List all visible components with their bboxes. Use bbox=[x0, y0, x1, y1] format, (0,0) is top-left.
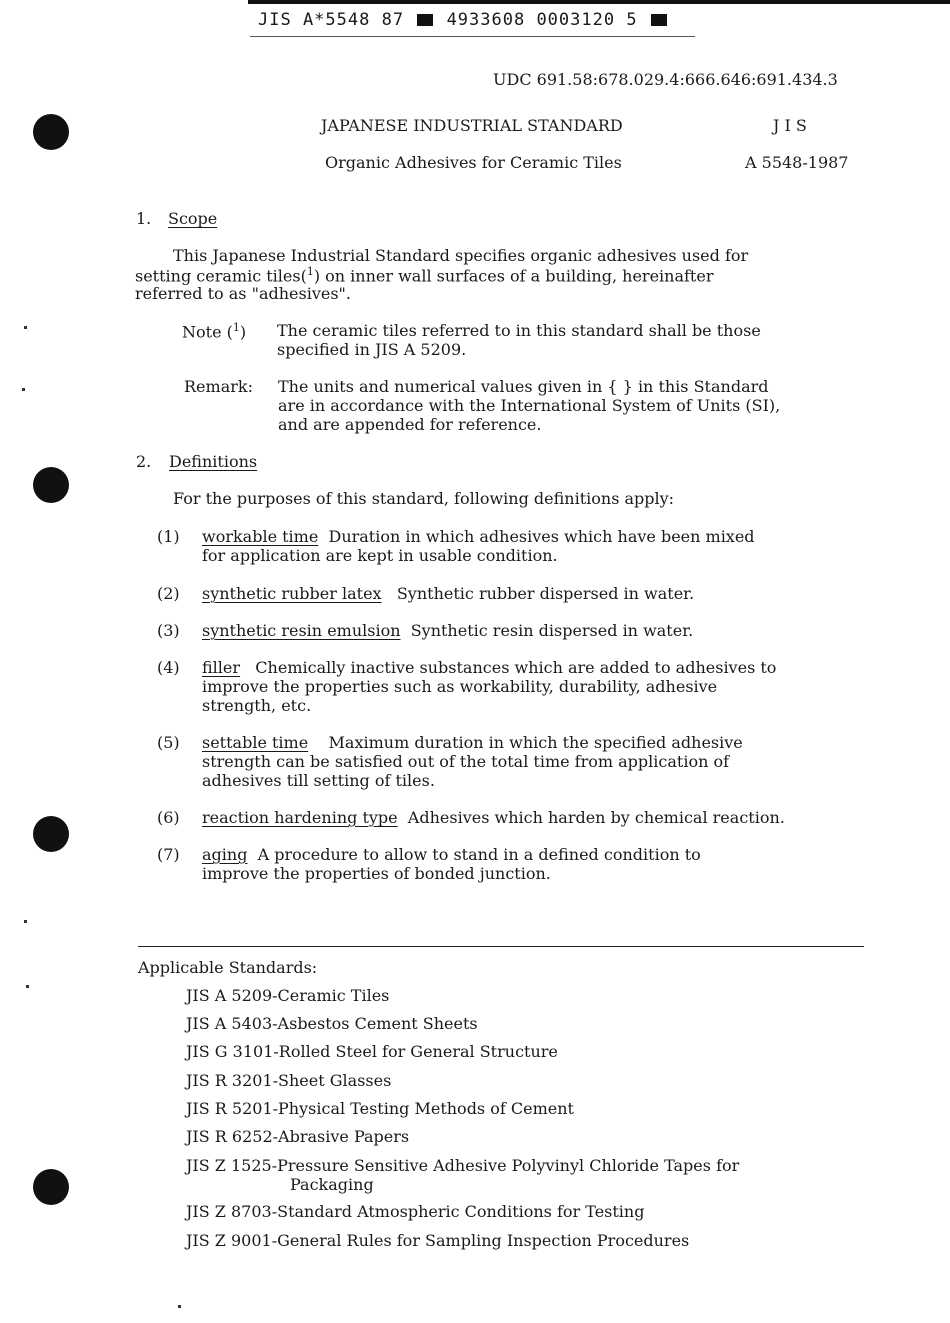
definition-line bbox=[202, 621, 693, 640]
applicable-heading: Applicable Standards: bbox=[138, 958, 318, 977]
remark-label: Remark: bbox=[184, 377, 253, 396]
remark-line: The units and numerical values given in { } in this Standard bbox=[278, 377, 769, 396]
applicable-item-continuation: Packaging bbox=[290, 1175, 374, 1194]
remark-line: are in accordance with the International System of Units (SI), bbox=[278, 396, 781, 415]
definition-term: workable time bbox=[202, 527, 319, 546]
definition-line bbox=[202, 584, 694, 603]
definition-line: for application are kept in usable condition. bbox=[202, 546, 558, 565]
scope-paragraph-line: This Japanese Industrial Standard specifies organic adhesives used for bbox=[173, 246, 749, 265]
definition-line: strength can be satisfied out of the total time from application of bbox=[202, 752, 730, 771]
scope-heading: Scope bbox=[168, 209, 218, 228]
note-line: specified in JIS A 5209. bbox=[277, 340, 467, 359]
block-mark bbox=[417, 14, 433, 26]
definition-line bbox=[202, 733, 743, 752]
applicable-item: JIS R 5201-Physical Testing Methods of Cement bbox=[186, 1099, 574, 1118]
catalog-code-b: 4933608 0003120 5 bbox=[446, 10, 638, 30]
note-sup: 1 bbox=[232, 321, 240, 334]
definition-number: (4) bbox=[157, 658, 180, 677]
applicable-item: JIS A 5403-Asbestos Cement Sheets bbox=[186, 1014, 478, 1033]
definition-line bbox=[202, 527, 755, 546]
definition-line bbox=[202, 808, 785, 827]
applicable-item: JIS R 3201-Sheet Glasses bbox=[186, 1071, 392, 1090]
definition-text: Adhesives which harden by chemical reaction. bbox=[407, 808, 785, 827]
definition-text: Maximum duration in which the specified adhesive bbox=[328, 733, 743, 752]
top-edge-bar bbox=[248, 0, 950, 4]
scope-text: setting ceramic tiles( bbox=[135, 266, 307, 286]
definition-line: improve the properties such as workability, durability, adhesive bbox=[202, 677, 718, 696]
note-label bbox=[182, 321, 246, 341]
definition-number: (7) bbox=[157, 845, 180, 864]
definition-number: (2) bbox=[157, 584, 180, 603]
scan-speck bbox=[22, 388, 25, 391]
header-underline bbox=[250, 36, 695, 37]
definition-term: reaction hardening type bbox=[202, 808, 398, 827]
definition-text: A procedure to allow to stand in a defined condition to bbox=[257, 845, 701, 864]
scope-text: ) on inner wall surfaces of a building, hereinafter bbox=[313, 266, 714, 286]
definition-text: Synthetic resin dispersed in water. bbox=[410, 621, 694, 640]
definition-term: synthetic resin emulsion bbox=[202, 621, 401, 640]
definition-line bbox=[202, 658, 776, 677]
punch-hole bbox=[33, 467, 69, 503]
definitions-number: 2. bbox=[136, 452, 152, 471]
catalog-code-line bbox=[258, 10, 669, 30]
scope-number: 1. bbox=[136, 209, 152, 228]
applicable-item: JIS R 6252-Abrasive Papers bbox=[186, 1127, 410, 1146]
scan-speck bbox=[26, 985, 29, 988]
definition-line bbox=[202, 845, 701, 864]
definition-term: aging bbox=[202, 845, 248, 864]
udc-code: UDC 691.58:678.029.4:666.646:691.434.3 bbox=[493, 70, 838, 89]
definitions-heading: Definitions bbox=[169, 452, 258, 471]
applicable-item: JIS G 3101-Rolled Steel for General Structure bbox=[186, 1042, 558, 1061]
definition-text: Synthetic rubber dispersed in water. bbox=[396, 584, 695, 603]
note-line: The ceramic tiles referred to in this standard shall be those bbox=[277, 321, 761, 340]
applicable-item: JIS A 5209-Ceramic Tiles bbox=[186, 986, 390, 1005]
scan-speck bbox=[178, 1305, 181, 1308]
definition-number: (5) bbox=[157, 733, 180, 752]
punch-hole bbox=[33, 1169, 69, 1205]
definition-term: synthetic rubber latex bbox=[202, 584, 382, 603]
footnote-rule bbox=[138, 946, 864, 947]
definition-text: Duration in which adhesives which have been mixed bbox=[328, 527, 755, 546]
punch-hole bbox=[33, 114, 69, 150]
applicable-item: JIS Z 9001-General Rules for Sampling Inspection Procedures bbox=[186, 1231, 690, 1250]
catalog-code-a: JIS A*5548 87 bbox=[258, 10, 405, 30]
note-text: ) bbox=[239, 322, 247, 342]
definitions-intro: For the purposes of this standard, following definitions apply: bbox=[173, 489, 675, 508]
punch-hole bbox=[33, 816, 69, 852]
block-mark bbox=[651, 14, 667, 26]
jis-label: J I S bbox=[773, 116, 807, 135]
applicable-item: JIS Z 8703-Standard Atmospheric Conditions for Testing bbox=[186, 1202, 645, 1221]
scope-paragraph-line: referred to as "adhesives". bbox=[135, 284, 351, 303]
footnote-ref: 1 bbox=[306, 265, 314, 278]
note-text: Note ( bbox=[182, 322, 233, 342]
scope-paragraph-line bbox=[135, 265, 713, 285]
remark-line: and are appended for reference. bbox=[278, 415, 542, 434]
applicable-item: JIS Z 1525-Pressure Sensitive Adhesive Polyvinyl Chloride Tapes for bbox=[186, 1156, 740, 1175]
definition-term: filler bbox=[202, 658, 241, 677]
definition-line: improve the properties of bonded junction. bbox=[202, 864, 551, 883]
scan-speck bbox=[24, 326, 27, 329]
scan-speck bbox=[24, 920, 27, 923]
definition-number: (3) bbox=[157, 621, 180, 640]
definition-line: adhesives till setting of tiles. bbox=[202, 771, 435, 790]
definition-number: (6) bbox=[157, 808, 180, 827]
standard-number: A 5548-1987 bbox=[745, 153, 849, 172]
standard-subtitle: Organic Adhesives for Ceramic Tiles bbox=[325, 153, 622, 172]
definition-text: Chemically inactive substances which are added to adhesives to bbox=[255, 658, 777, 677]
definition-number: (1) bbox=[157, 527, 180, 546]
definition-line: strength, etc. bbox=[202, 696, 312, 715]
definition-term: settable time bbox=[202, 733, 309, 752]
standard-title: JAPANESE INDUSTRIAL STANDARD bbox=[321, 116, 623, 135]
